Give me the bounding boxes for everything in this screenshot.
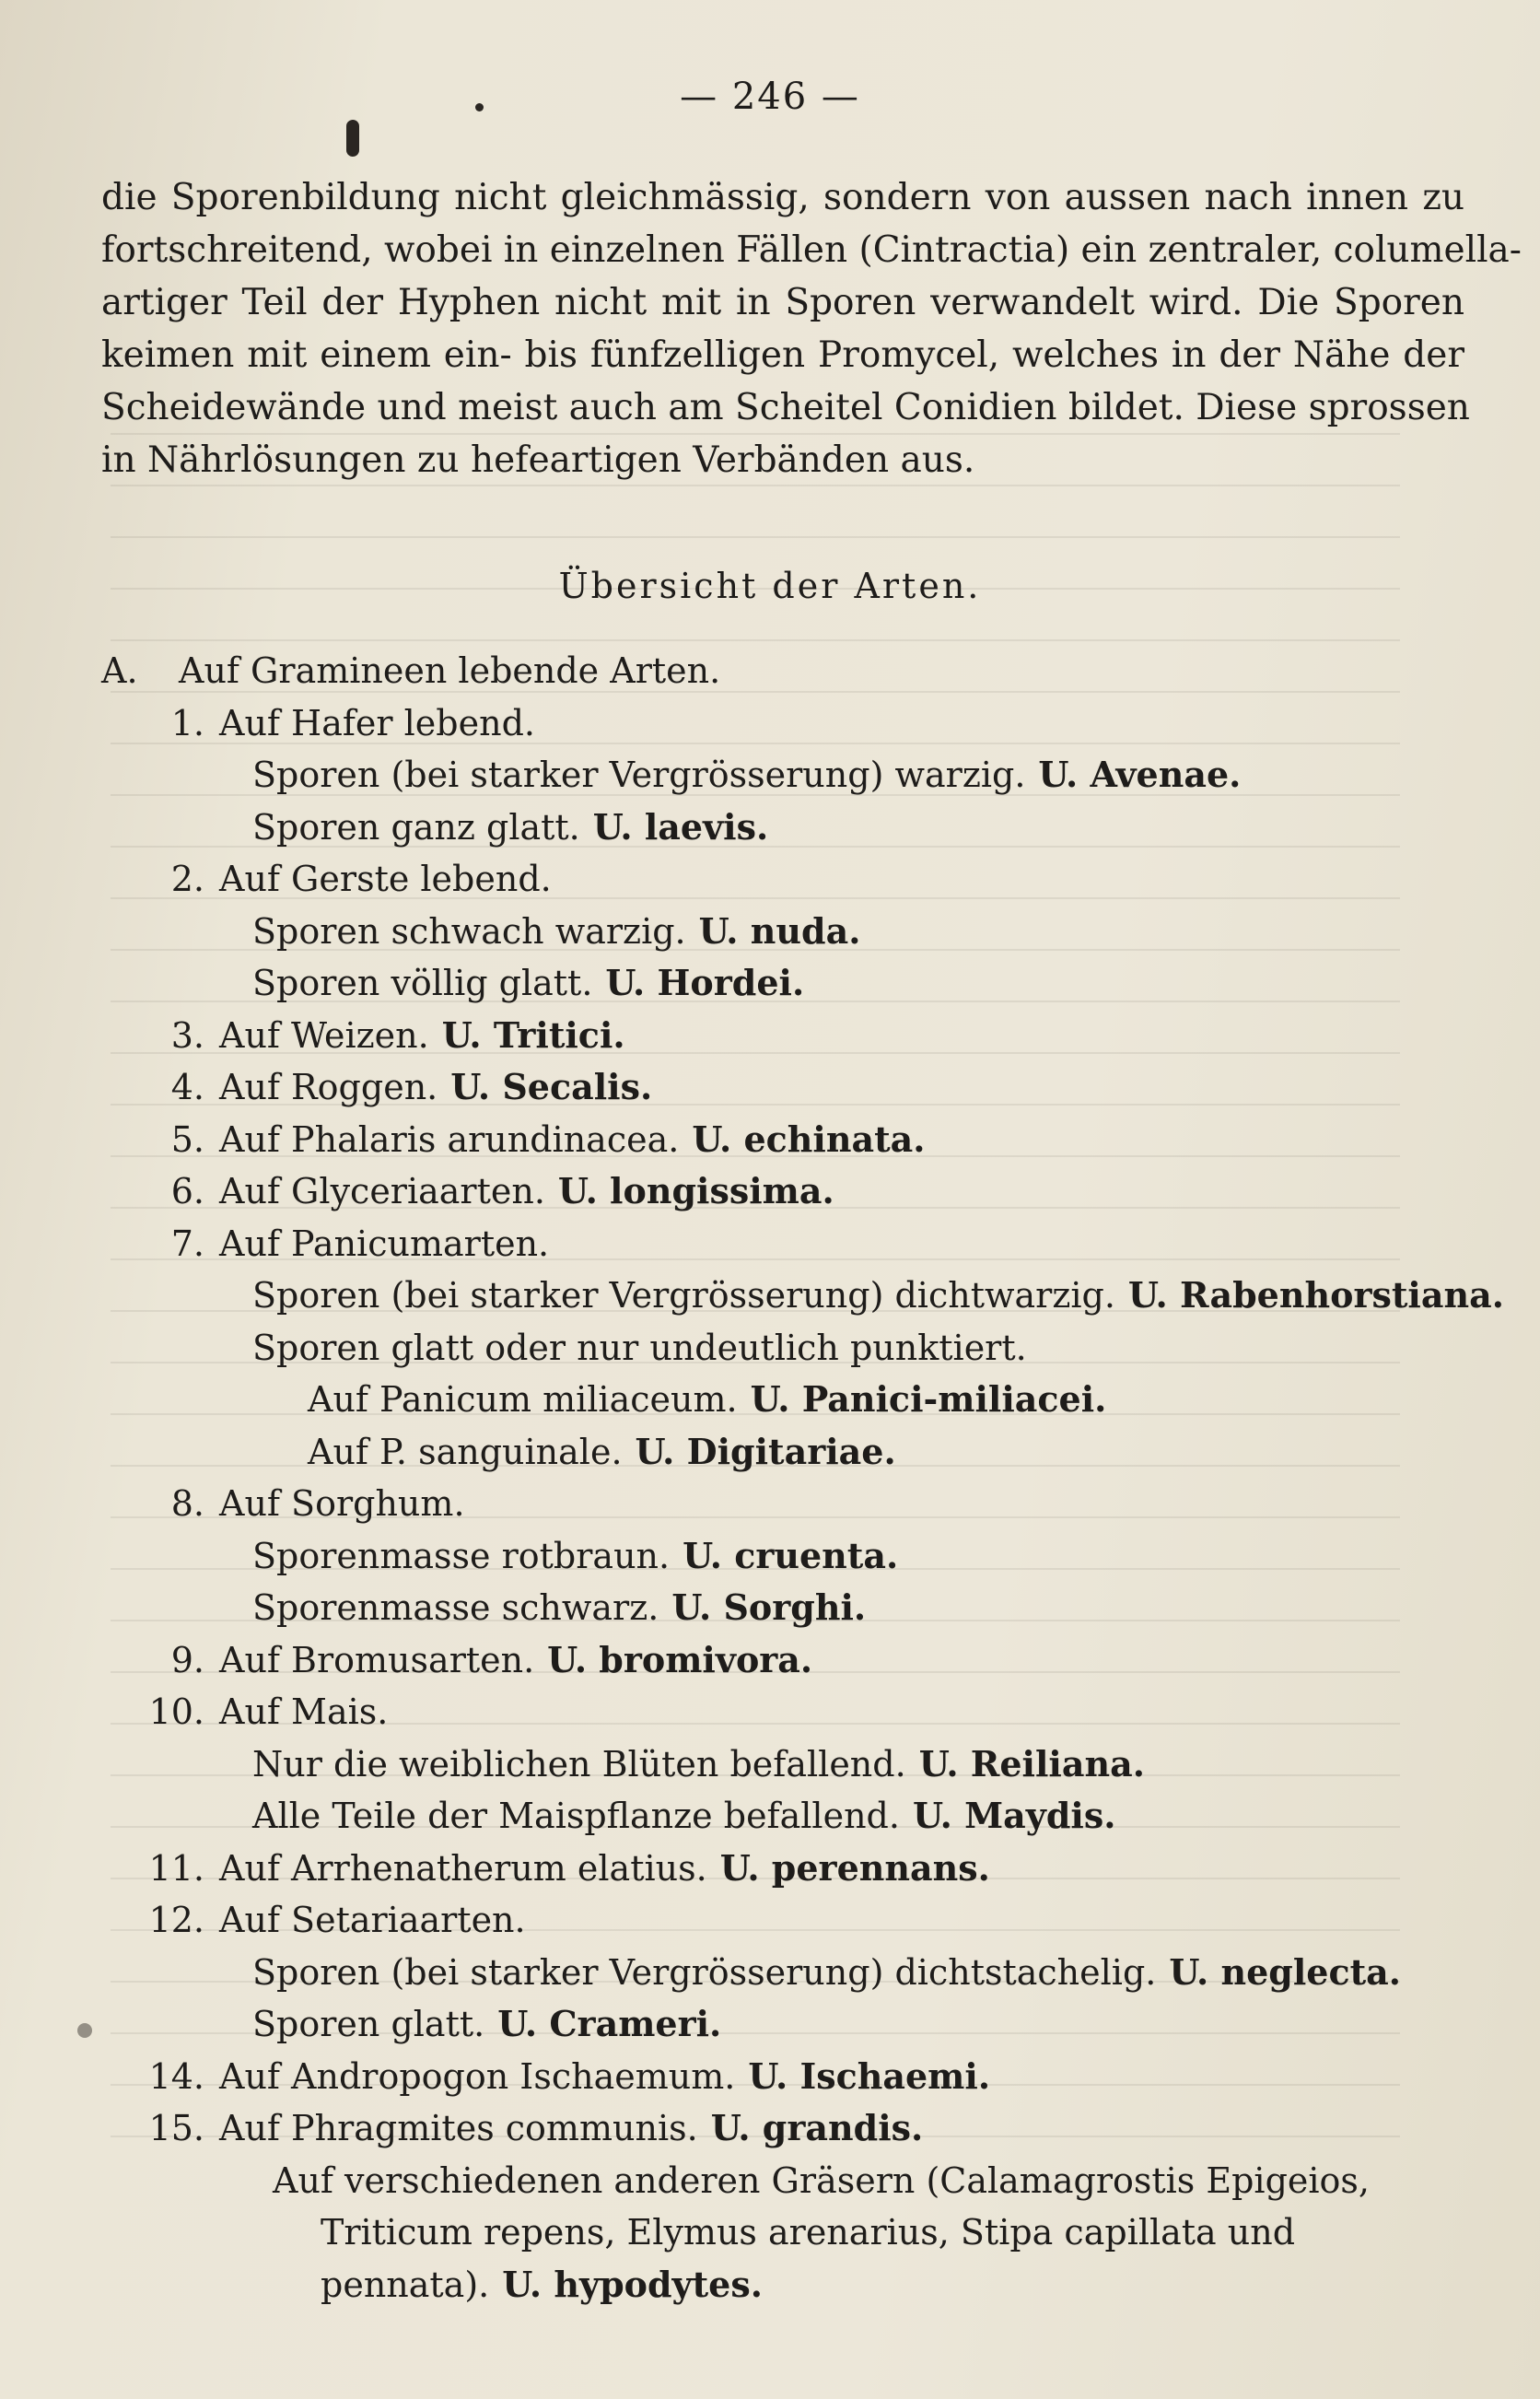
host-description: Sporen (bei starker Vergrösserung) warzig.: [252, 755, 1026, 795]
host-description: Auf Arrhenatherum elatius.: [219, 1847, 707, 1889]
key-row: [101, 802, 1483, 854]
host-description: Sporenmasse rotbraun.: [252, 1535, 671, 1576]
key-row: [101, 906, 1483, 958]
key-row: [101, 1114, 1483, 1166]
group-label: A.: [101, 650, 138, 691]
item-number: 5.: [170, 1118, 204, 1160]
key-row: [101, 1478, 1483, 1530]
host-description: Auf Phalaris arundinacea.: [219, 1118, 680, 1160]
host-description: Sporen glatt.: [252, 2004, 485, 2044]
item-number: 7.: [170, 1223, 204, 1264]
host-description: Alle Teile der Maispflanze befallend.: [252, 1796, 900, 1836]
host-description: Auf Gerste lebend.: [219, 859, 552, 899]
item-number: 8.: [170, 1483, 204, 1524]
item-number: 10.: [148, 1691, 204, 1732]
key-row: [101, 1374, 1483, 1426]
host-description: Auf Phragmites communis.: [219, 2108, 698, 2148]
key-row: [101, 853, 1483, 906]
species-name: U. Hordei.: [605, 962, 805, 1003]
key-row: [101, 1686, 1483, 1738]
intro-line: fortschreitend, wobei in einzelnen Fällen (Cintractia) ein zentraler, columella-: [101, 229, 1522, 271]
page-number: — 246 —: [680, 76, 860, 118]
species-name: U. neglecta.: [1169, 1950, 1401, 1993]
ink-blot: [346, 120, 359, 157]
key-row: [101, 1947, 1483, 1999]
host-description: Sporen völlig glatt.: [252, 963, 593, 1003]
group-title: Auf Gramineen lebende Arten.: [179, 650, 721, 691]
item-number: 14.: [148, 2055, 204, 2097]
host-description: Auf P. sanguinale.: [308, 1431, 623, 1472]
host-description: Nur die weiblichen Blüten befallend.: [252, 1743, 906, 1785]
key-row: [101, 1270, 1504, 1322]
item-number: 1.: [170, 702, 204, 743]
host-description: Auf Panicum miliaceum.: [308, 1379, 738, 1420]
key-row: [101, 697, 1483, 750]
host-description: Sporenmasse schwarz.: [252, 1587, 659, 1628]
key-row: [101, 1061, 1483, 1114]
host-description: Auf Panicumarten.: [219, 1223, 550, 1264]
species-name: U. grandis.: [710, 2107, 924, 2148]
key-row: [101, 1998, 1483, 2051]
species-name: U. Digitariae.: [635, 1430, 896, 1472]
species-name: U. hypodytes.: [502, 2263, 763, 2305]
species-name: U. nuda.: [698, 909, 861, 952]
key-row: [101, 2051, 1483, 2103]
key-row: [101, 1218, 1483, 1270]
key-row: [101, 1790, 1483, 1843]
item-number: 15.: [148, 2108, 204, 2148]
species-name: U. Rabenhorstiana.: [1127, 1274, 1504, 1316]
species-name: U. Panici-miliacei.: [750, 1378, 1107, 1420]
host-description: Auf Mais.: [219, 1691, 389, 1732]
intro-paragraph: [101, 171, 1522, 486]
item-number: 4.: [170, 1067, 204, 1107]
species-name: U. longissima.: [557, 1170, 834, 1211]
host-description: Auf Andropogon Ischaemum.: [219, 2055, 736, 2097]
section-heading: Übersicht der Arten.: [558, 566, 982, 606]
item-number: 11.: [148, 1847, 204, 1889]
host-description: Auf verschiedenen anderen Gräsern (Calamagrostis Epigeios, Triticum repens, Elymus arenarius, Stipa capillata und pennata).: [273, 2159, 1371, 2305]
species-name: U. Crameri.: [497, 2003, 722, 2044]
host-description: Auf Hafer lebend.: [219, 702, 535, 743]
key-row: [101, 1165, 1483, 1218]
key-row: [101, 1894, 1483, 1947]
intro-line: keimen mit einem ein- bis fünfzelligen Promycel, welches in der Nähe der: [101, 334, 1464, 376]
species-name: U. Sorghi.: [671, 1586, 867, 1628]
species-key-list: [101, 645, 1504, 2311]
intro-line: artiger Teil der Hyphen nicht mit in Sporen verwandelt wird. Die Sporen: [101, 282, 1464, 323]
host-description: Auf Bromusarten.: [219, 1639, 535, 1680]
host-description: Sporen ganz glatt.: [252, 806, 580, 848]
key-row: [101, 1010, 1483, 1062]
species-name: U. Secalis.: [450, 1066, 653, 1107]
key-row: [101, 1738, 1483, 1791]
species-name: U. bromivora.: [547, 1638, 813, 1680]
item-number: 6.: [170, 1171, 204, 1211]
key-row: [101, 749, 1483, 802]
key-row: [101, 1426, 1483, 1479]
item-number: 3.: [170, 1014, 204, 1056]
species-name: U. Tritici.: [441, 1013, 625, 1056]
species-name: U. echinata.: [692, 1118, 926, 1160]
species-name: U. Avenae.: [1038, 754, 1242, 795]
item-number: 12.: [148, 1900, 204, 1940]
species-name: U. Maydis.: [912, 1795, 1116, 1836]
ink-smudge: [77, 2023, 92, 2038]
group-header: [101, 645, 1483, 697]
host-description: Auf Sorghum.: [219, 1483, 465, 1524]
host-description: Sporen (bei starker Vergrösserung) dichtwarzig.: [252, 1275, 1115, 1316]
intro-line: Scheidewände und meist auch am Scheitel Conidien bildet. Diese sprossen: [101, 387, 1470, 428]
intro-line: in Nährlösungen zu hefeartigen Verbänden aus.: [101, 439, 975, 481]
item-number: 9.: [170, 1639, 204, 1680]
species-name: U. Ischaemi.: [748, 2054, 991, 2097]
intro-line: die Sporenbildung nicht gleichmässig, sondern von aussen nach innen zu: [101, 177, 1464, 218]
host-description: Sporen schwach warzig.: [252, 910, 686, 952]
host-description: Sporen glatt oder nur undeutlich punktiert.: [252, 1327, 1027, 1368]
key-row: [101, 1322, 1483, 1375]
host-description: Auf Roggen.: [219, 1067, 438, 1107]
host-description: Auf Setariaarten.: [219, 1900, 526, 1940]
key-row: [101, 1582, 1483, 1634]
item-number: 2.: [170, 859, 204, 899]
host-description: Auf Weizen.: [219, 1014, 429, 1056]
species-name: U. cruenta.: [682, 1534, 899, 1576]
host-description: Sporen (bei starker Vergrösserung) dichtstachelig.: [252, 1951, 1157, 1993]
species-name: U. perennans.: [719, 1846, 990, 1889]
final-entry: [101, 2155, 1483, 2311]
host-description: Auf Glyceriaarten.: [219, 1171, 545, 1211]
key-row: [101, 1634, 1483, 1687]
key-row: [101, 957, 1483, 1010]
key-row: [101, 2102, 1483, 2155]
key-row: [101, 1530, 1483, 1583]
key-row: [101, 1843, 1483, 1895]
species-name: U. laevis.: [592, 805, 769, 848]
species-name: U. Reiliana.: [918, 1742, 1145, 1785]
